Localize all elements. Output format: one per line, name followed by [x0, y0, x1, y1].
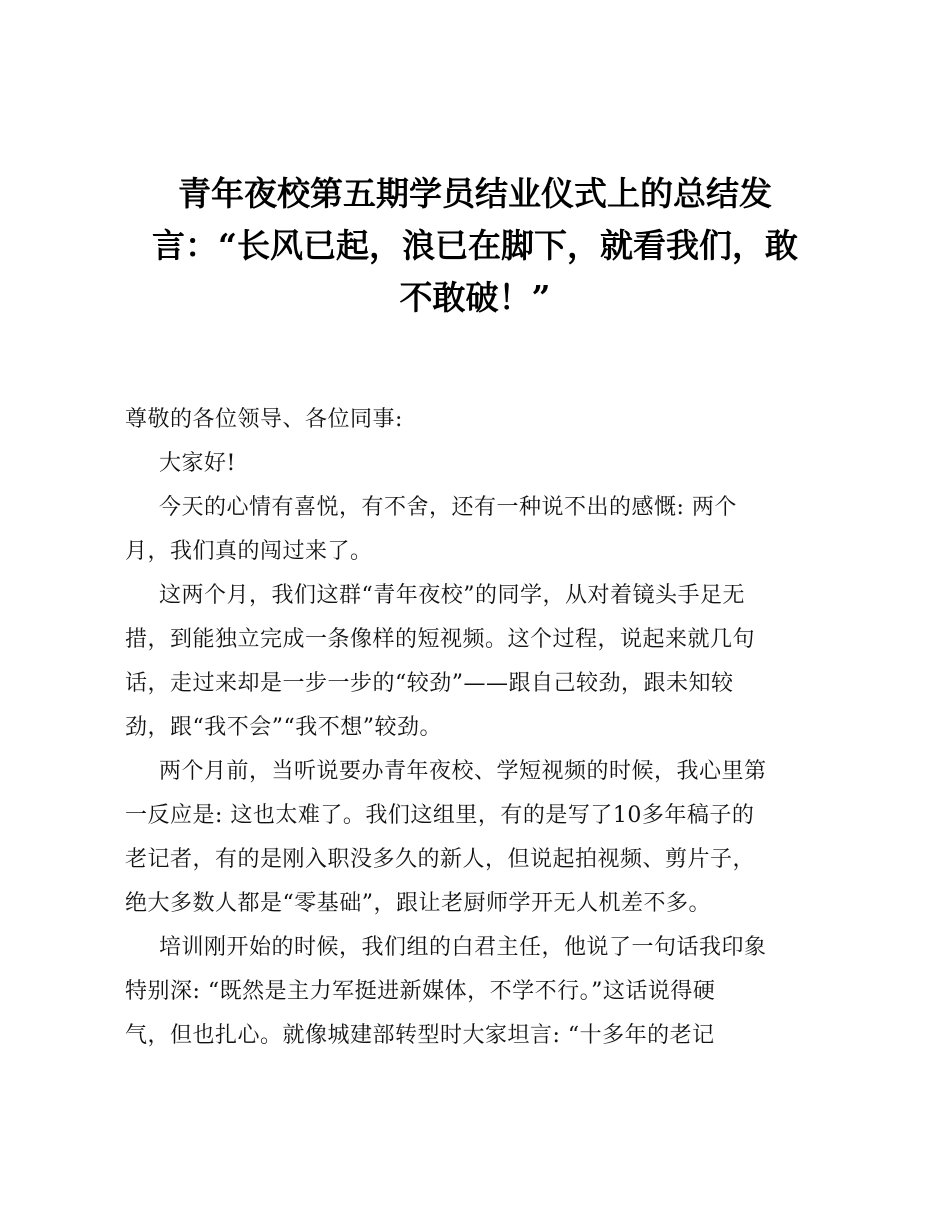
text-line: 一反应是: 这也太难了。我们这组里，有的是写了10多年稿子的 — [125, 803, 755, 828]
document-title — [120, 168, 830, 324]
text-line: 今天的心情有喜悦，有不舍，还有一种说不出的感慨: 两个 — [159, 495, 737, 520]
paragraph-2 — [125, 574, 830, 750]
salutation — [125, 398, 830, 442]
paragraph-3 — [125, 750, 830, 926]
text-line: 月，我们真的闯过来了。 — [125, 539, 373, 564]
text-line: 气，但也扎心。就像城建部转型时大家坦言: “十多年的老记 — [125, 1023, 715, 1048]
title-line-1: 青年夜校第五期学员结业仪式上的总结发 — [178, 174, 772, 213]
title-line-3: 不敢破！” — [399, 278, 551, 317]
text-line: 措，到能独立完成一条像样的短视频。这个过程，说起来就几句 — [125, 627, 756, 652]
document-body — [125, 398, 830, 1058]
text-line: 两个月前，当听说要办青年夜校、学短视频的时候，我心里第 — [159, 759, 767, 784]
text-line: 这两个月，我们这群“青年夜校”的同学，从对着镜头手足无 — [159, 583, 745, 608]
text-line: 绝大多数人都是“零基础”，跟让老厨师学开无人机差不多。 — [125, 891, 711, 916]
paragraph-greeting — [125, 442, 830, 486]
text-line: 大家好! — [159, 451, 236, 476]
text-line: 老记者，有的是刚入职没多久的新人，但说起拍视频、剪片子， — [125, 847, 756, 872]
paragraph-4 — [125, 926, 830, 1058]
title-line-2: 言：“长风已起，浪已在脚下，就看我们，敢 — [152, 226, 798, 265]
salutation-line: 尊敬的各位领导、各位同事: — [125, 407, 403, 432]
text-line: 劲，跟“我不会”“我不想”较劲。 — [125, 715, 442, 740]
paragraph-1 — [125, 486, 830, 574]
text-line: 特别深: “既然是主力军挺进新媒体，不学不行。”这话说得硬 — [125, 979, 716, 1004]
text-line: 培训刚开始的时候，我们组的白君主任，他说了一句话我印象 — [159, 935, 767, 960]
text-line: 话，走过来却是一步一步的“较劲”——跟自己较劲，跟未知较 — [125, 671, 734, 696]
